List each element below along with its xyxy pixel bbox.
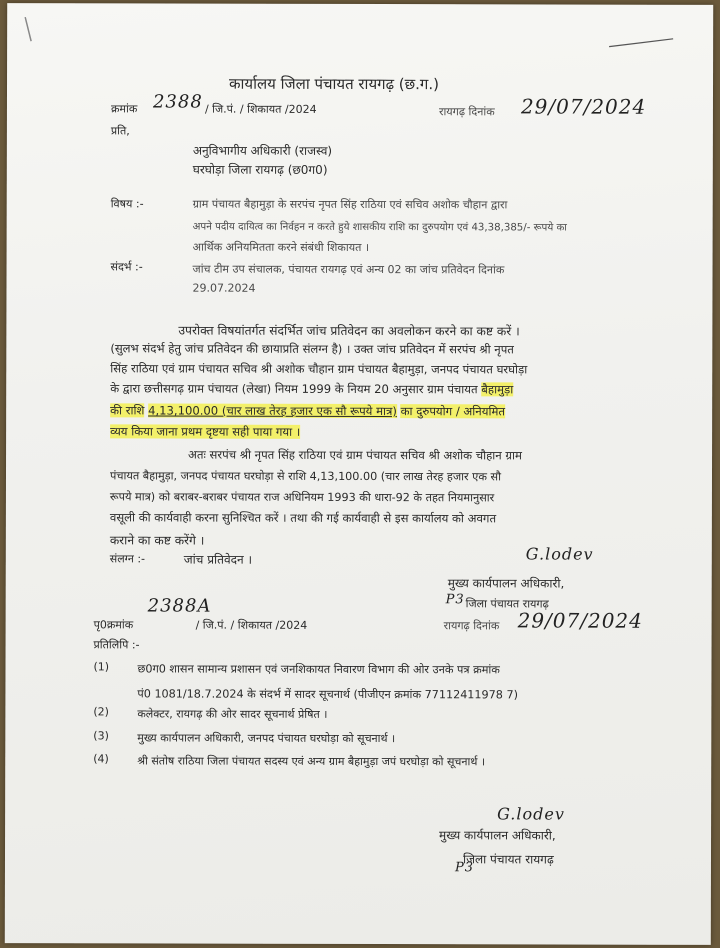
signature-1-title: मुख्य कार्यपालन अधिकारी, (447, 576, 565, 591)
addressee-line-2: घरघोड़ा जिला रायगढ़ (छ0ग0) (192, 162, 328, 177)
para1-line-6 (110, 424, 300, 439)
signature-1: G.lodev (525, 544, 594, 564)
copy-1-number: (1) (93, 660, 110, 674)
reference-rest: / जि.पं. / शिकायत /2024 (204, 102, 317, 116)
subject-label: विषय :- (110, 197, 144, 211)
copy-date-label: रायगढ़ दिनांक (443, 619, 500, 633)
to-label: प्रति, (110, 124, 130, 138)
subject-line-1: ग्राम पंचायत बैहामुड़ा के सरपंच नृपत सिंह राठिया एवं सचिव अशोक चौहान द्वारा (192, 197, 508, 212)
copy-2-line-1: कलेक्टर, रायगढ़ की ओर सादर सूचनार्थ प्रेषित । (137, 707, 328, 721)
copy-ref-rest: / जि.पं. / शिकायत /2024 (195, 618, 308, 632)
reference-line-1: जांच टीम उप संचालक, पंचायत रायगढ़ एवं अन्य 02 का जांच प्रतिवेदन दिनांक (192, 262, 505, 277)
copy-ref-label: पृ0क्रमांक (93, 618, 134, 632)
copy-date: 29/07/2024 (517, 608, 643, 633)
para2-line-4: वसूली की कार्यवाही करना सुनिश्चित करें । तथा की गई कार्यवाही से इस कार्यालय को अवगत (109, 510, 497, 526)
letter-page (5, 3, 713, 945)
para1-line-4: के द्वारा छत्तीसगढ़ ग्राम पंचायत (लेखा) नियम 1999 के नियम 20 अनुसार ग्राम पंचायत बैहामुड़ा (110, 381, 514, 397)
copy-2-number: (2) (93, 705, 109, 719)
copy-1-line-1: छ0ग0 शासन सामान्य प्रशासन एवं जनशिकायत निवारण विभाग की ओर उनके पत्र क्रमांक (137, 662, 500, 677)
highlight-village: बैहामुड़ा (481, 382, 514, 397)
office-title: कार्यालय जिला पंचायत रायगढ़ (छ.ग.) (228, 74, 440, 94)
signature-2: G.lodev (497, 804, 565, 824)
copy-3-line-1: मुख्य कार्यपालन अधिकारी, जनपद पंचायत घरघोड़ा को सूचनार्थ । (137, 731, 396, 746)
copy-1-line-2: पं0 1081/18.7.2024 के संदर्भ में सादर सूचनार्थ (पीजीएन क्रमांक 77112411978 7) (137, 687, 518, 702)
signature-2-initials: P3 (454, 860, 475, 876)
signature-2-office: जिला पंचायत रायगढ़ (462, 852, 554, 867)
reference-line-2: 29.07.2024 (192, 281, 256, 295)
signature-1-office: जिला पंचायत रायगढ़ (465, 597, 549, 611)
staple-mark (17, 15, 47, 45)
para2-line-3: रूपये मात्र) को बराबर-बराबर पंचायत राज अधिनियम 1993 की धारा-92 के तहत नियमानुसार (109, 490, 495, 505)
para1-line-1: उपरोक्त विषयांतर्गत संदर्भित जांच प्रतिवेदन का अवलोकन करने का कष्ट करें । (178, 323, 520, 339)
copy-3-number: (3) (93, 729, 109, 743)
letter-date: 29/07/2024 (520, 94, 647, 119)
copy-ref-number: 2388A (147, 595, 212, 617)
pen-mark (607, 35, 677, 55)
highlight-finding: व्यय किया जाना प्रथम दृष्टया सही पाया गया । (110, 424, 301, 439)
para1-line-3: सिंह राठिया एवं ग्राम पंचायत सचिव श्री अशोक चौहान ग्राम पंचायत बैहामुड़ा, जनपद पंचायत घरघोड़ा (110, 361, 528, 377)
signature-1-initials: P3 (445, 592, 465, 608)
subject-line-2: अपने पदीय दायित्व का निर्वहन न करते हुये शासकीय राशि का दुरुपयोग एवं 43,38,385/- रूपये का (192, 221, 567, 234)
para1-line-5: की राशि 4,13,100.00 (चार लाख तेरह हजार एक सौ रूपये मात्र) का दुरुपयोग / अनियमित (110, 403, 506, 419)
date-label: रायगढ़ दिनांक (438, 105, 495, 119)
enclosure-text: जांच प्रतिवेदन । (183, 552, 253, 567)
highlight-amount: 4,13,100.00 (चार लाख तेरह हजार एक सौ रूपये मात्र) (148, 403, 397, 419)
para1-line-2: (सुलभ संदर्भ हेतु जांच प्रतिवेदन की छायाप्रति संलग्न है) । उक्त जांच प्रतिवेदन में सरपंच श्री नृपत (110, 341, 514, 357)
subject-line-3: आर्थिक अनियमितता करने संबंधी शिकायत । (192, 240, 370, 255)
reference-label: क्रमांक (110, 102, 138, 116)
copy-4-line-1: श्री संतोष राठिया जिला पंचायत सदस्य एवं अन्य ग्राम बैहामुड़ा जपं घरघोड़ा को सूचनार्थ । (137, 754, 486, 769)
para2-line-1: अतः सरपंच श्री नृपत सिंह राठिया एवं ग्राम पंचायत सचिव श्री अशोक चौहान ग्राम (188, 447, 522, 463)
reference-section-label: संदर्भ :- (110, 260, 143, 274)
enclosure-label: संलग्न :- (109, 552, 146, 566)
para2-line-5: कराने का कष्ट करेंगे । (109, 533, 205, 548)
copy-4-number: (4) (93, 752, 109, 766)
para2-line-2: पंचायत बैहामुड़ा, जनपद पंचायत घरघोड़ा से राशि 4,13,100.00 (चार लाख तेरह हजार एक सौ (109, 469, 502, 484)
signature-2-title: मुख्य कार्यपालन अधिकारी, (439, 828, 556, 843)
addressee-line-1: अनुविभागीय अधिकारी (राजस्व) (192, 143, 333, 158)
copy-label: प्रतिलिपि :- (93, 638, 140, 652)
reference-number: 2388 (152, 91, 203, 113)
